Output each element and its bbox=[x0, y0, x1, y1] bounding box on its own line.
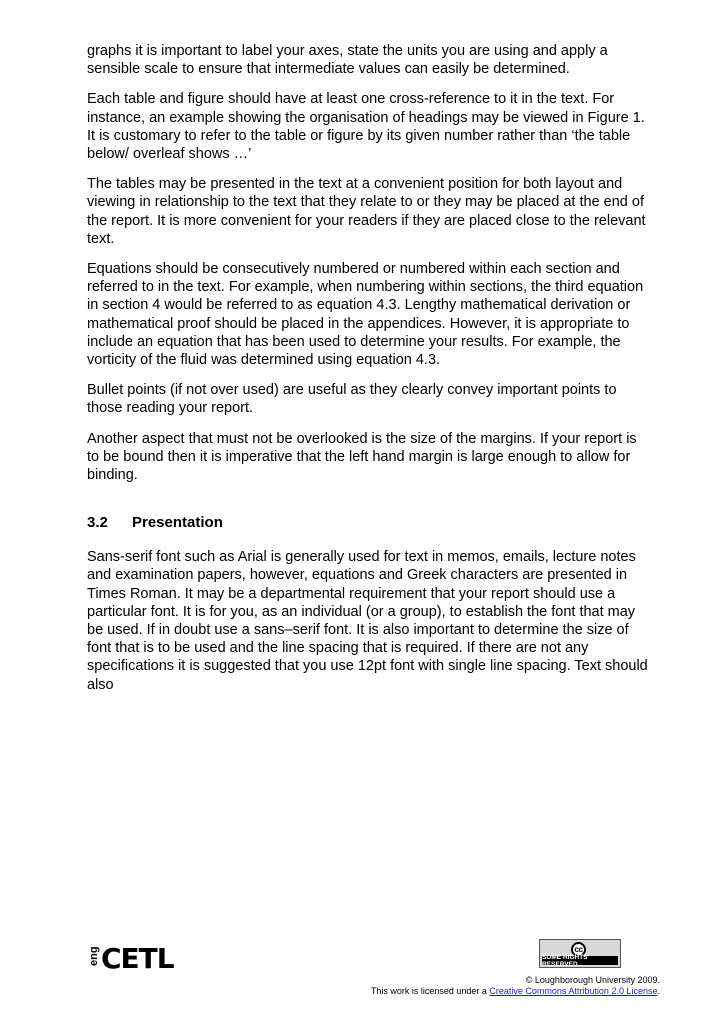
page-content bbox=[87, 42, 667, 706]
license-link[interactable]: Creative Commons Attribution 2.0 License bbox=[489, 986, 658, 996]
copyright-text: © Loughborough University 2009. bbox=[525, 975, 660, 985]
license-prefix: This work is licensed under a bbox=[370, 986, 490, 996]
paragraph-bullet-points: Bullet points (if not over used) are useful as they clearly convey important points to those reading your report. bbox=[87, 382, 617, 417]
logo-eng-text: eng bbox=[88, 946, 100, 966]
cc-badge-text: SOME RIGHTS RESERVED bbox=[542, 956, 618, 965]
paragraph-graphs: graphs it is important to label your axes, state the units you are using and apply a sensible scale to ensure that intermediate values can easily be determined. bbox=[87, 43, 608, 78]
paragraph-tables: The tables may be presented in the text at a convenient position for both layout and viewing in relationship to the text that they relate to or they may be placed at the end of the report. It is more convenient for your readers if they are placed close to the relevant text. bbox=[87, 176, 646, 247]
paragraph-margins: Another aspect that must not be overlooked is the size of the margins. If your report is to be bound then it is imperative that the left hand margin is large enough to allow for binding. bbox=[87, 430, 637, 484]
creative-commons-badge[interactable] bbox=[539, 939, 621, 968]
section-number: 3.2 bbox=[87, 514, 108, 532]
license-suffix: . bbox=[657, 986, 660, 996]
paragraph-presentation: Sans-serif font such as Arial is generally used for text in memos, emails, lecture notes and examination papers, however, equations and Greek characters are presented in Times Roman. It may be a departmental requirement that your report should use a particular font. It is for you, as an individual (or a group), to establish the font that may be used. If in doubt use a sans–serif font. It is also important to determine the size of font that is to be used and the line spacing that is required. If there are not any specifications it is suggested that you use 12pt font with single line spacing. Text should also bbox=[87, 549, 648, 693]
logo-cetl-text: CETL bbox=[101, 942, 174, 975]
engcetl-logo bbox=[87, 944, 174, 974]
section-title: Presentation bbox=[132, 514, 223, 532]
license-line bbox=[371, 986, 660, 997]
paragraph-equations: Equations should be consecutively numbered or numbered within each section and referred to in the text. For example, when numbering within sections, the third equation in section 4 would be referred to as equation 4.3. Lengthy mathematical derivation or mathematical proof should be placed in the appendices. However, it is appropriate to include an equation that has been used to determine your results. For example, the vorticity of the fluid was determined using equation 4.3. bbox=[87, 261, 644, 369]
footer bbox=[371, 975, 660, 997]
section-heading bbox=[87, 514, 667, 532]
cc-icon: cc bbox=[571, 942, 586, 957]
paragraph-cross-reference: Each table and figure should have at least one cross-reference to it in the text. For instance, an example showing the organisation of headings may be viewed in Figure 1. It is customary to refer to the table or figure by its given number rather than ‘the table below/ overleaf shows …’ bbox=[87, 91, 645, 163]
